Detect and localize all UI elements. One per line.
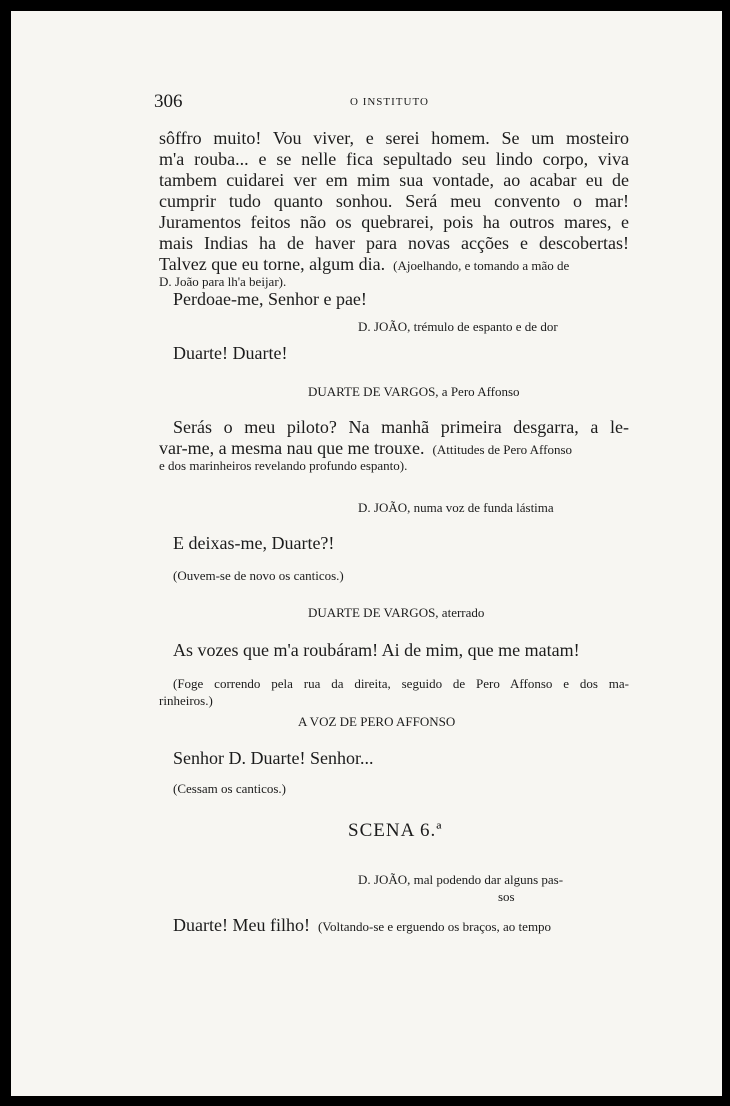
text-segment: Duarte! Meu filho! [173, 915, 310, 935]
text-line: Serás o meu piloto? Na manhã primeira desgarra, a le- [173, 417, 629, 437]
stage-direction: rinheiros.) [159, 693, 213, 708]
text-line: As vozes que m'a roubáram! Ai de mim, que me matam! [173, 640, 580, 660]
text-line: E deixas-me, Duarte?! [173, 533, 335, 553]
text-line-with-stage [159, 439, 629, 458]
stage-direction: (Voltando-se e erguendo os braços, ao tempo [317, 919, 552, 934]
stage-direction: (Ajoelhando, e tomando a mão de [393, 258, 570, 273]
stage-direction: (Cessam os canticos.) [173, 781, 287, 796]
speaker-cue: A VOZ DE PERO AFFONSO [298, 714, 456, 729]
text-segment: var-me, a mesma nau que me trouxe. [159, 438, 425, 458]
text-line: m'a rouba... e se nelle fica sepultado seu lindo corpo, viva [159, 149, 629, 169]
scene-heading: SCENA 6.ª [348, 820, 443, 841]
stage-direction: (Attitudes de Pero Affonso [432, 442, 573, 457]
text-line: sôffro muito! Vou viver, e serei homem. Se um mosteiro [159, 128, 629, 148]
stage-direction: (Foge correndo pela rua da direita, seguido de Pero Affonso e dos ma- [173, 676, 629, 691]
running-title: O INSTITUTO [350, 96, 429, 108]
text-line: mais Indias ha de haver para novas acções e descobertas! [159, 233, 629, 253]
text-segment: Talvez que eu torne, algum dia. [159, 254, 386, 274]
text-line: Senhor D. Duarte! Senhor... [173, 748, 374, 768]
book-page [11, 11, 722, 1096]
stage-direction: e dos marinheiros revelando profundo espanto). [159, 458, 408, 473]
text-line-with-stage [159, 255, 629, 274]
speaker-cue: DUARTE DE VARGOS, a Pero Affonso [308, 384, 520, 399]
speaker-cue: D. JOÃO, mal podendo dar alguns pas- [358, 872, 564, 887]
stage-direction: D. João para lh'a beijar). [159, 274, 287, 289]
text-line: cumprir tudo quanto sonhou. Será meu convento o mar! [159, 191, 629, 211]
text-line: Duarte! Duarte! [173, 343, 288, 363]
speaker-cue: D. JOÃO, trémulo de espanto e de dor [358, 319, 558, 334]
speaker-cue: DUARTE DE VARGOS, aterrado [308, 605, 485, 620]
text-line: Perdoae-me, Senhor e pae! [173, 289, 367, 309]
speaker-cue: sos [498, 889, 515, 904]
page-number: 306 [154, 91, 183, 112]
speaker-cue: D. JOÃO, numa voz de funda lástima [358, 500, 554, 515]
text-line: Juramentos feitos não os quebrarei, pois ha outros mares, e [159, 212, 629, 232]
stage-direction: (Ouvem-se de novo os canticos.) [173, 568, 344, 583]
text-line-with-stage [173, 916, 629, 935]
text-line: tambem cuidarei ver em mim sua vontade, ao acabar eu de [159, 170, 629, 190]
